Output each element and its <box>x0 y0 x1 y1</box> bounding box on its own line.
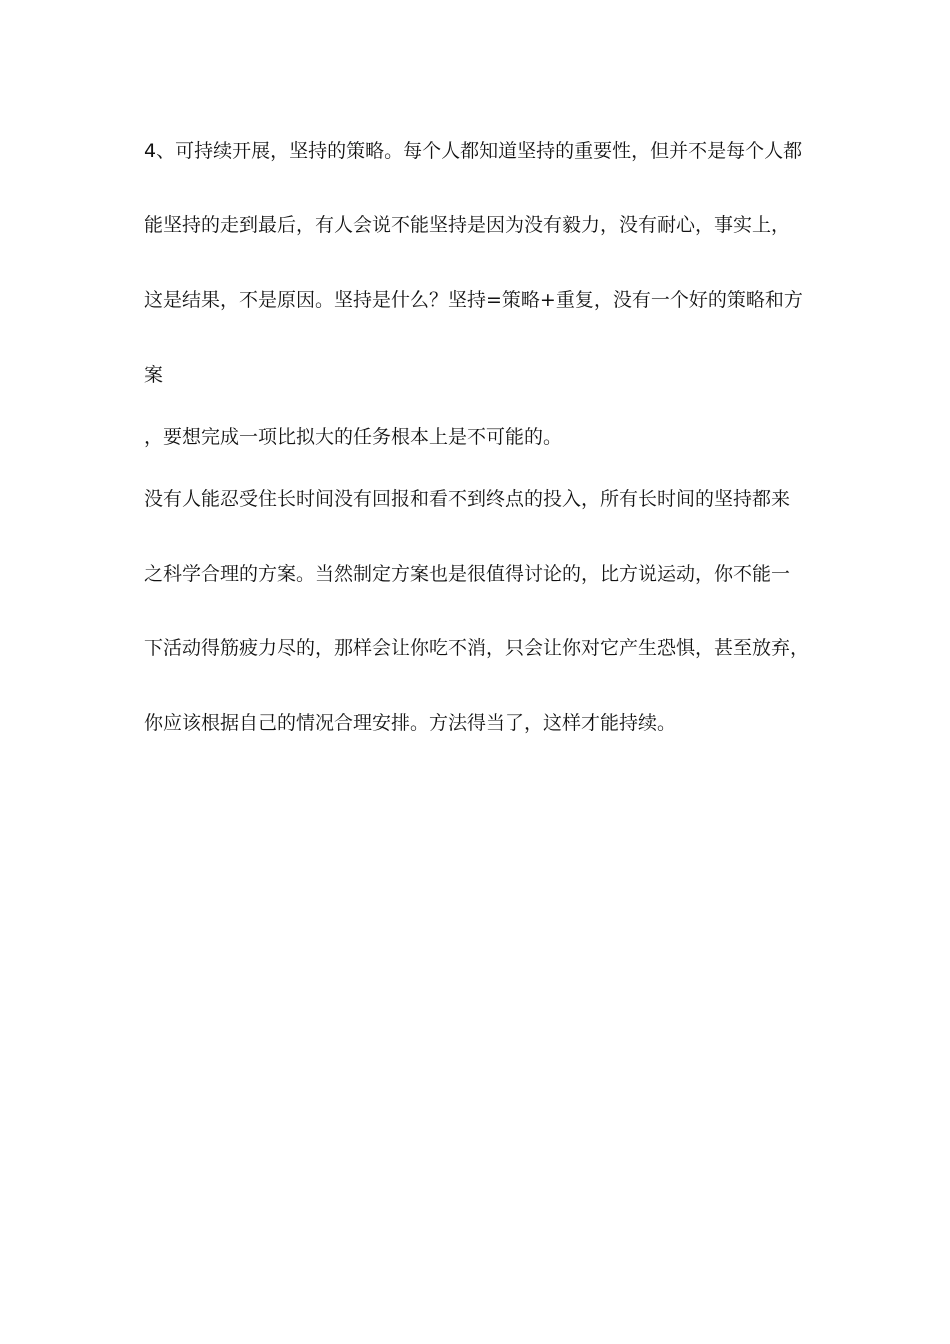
paragraph-line: 4、可持续开展，坚持的策略。每个人都知道坚持的重要性，但并不是每个人都 <box>144 140 803 162</box>
paragraph-line: 这是结果，不是原因。坚持是什么？坚持=策略+重复，没有一个好的策略和方 <box>144 289 803 311</box>
paragraph-line: 能坚持的走到最后，有人会说不能坚持是因为没有毅力，没有耐心，事实上， <box>144 214 791 236</box>
paragraph-line: 你应该根据自己的情况合理安排。方法得当了，这样才能持续。 <box>144 712 677 734</box>
paragraph-line: 案 <box>144 364 164 386</box>
paragraph-line: ，要想完成一项比拟大的任务根本上是不可能的。 <box>144 426 563 448</box>
paragraph-line: 没有人能忍受住长时间没有回报和看不到终点的投入，所有长时间的坚持都来 <box>144 488 791 510</box>
paragraph-line: 之科学合理的方案。当然制定方案也是很值得讨论的，比方说运动，你不能一 <box>144 563 791 585</box>
paragraph-line: 下活动得筋疲力尽的，那样会让你吃不消，只会让你对它产生恐惧，甚至放弃， <box>144 637 810 659</box>
